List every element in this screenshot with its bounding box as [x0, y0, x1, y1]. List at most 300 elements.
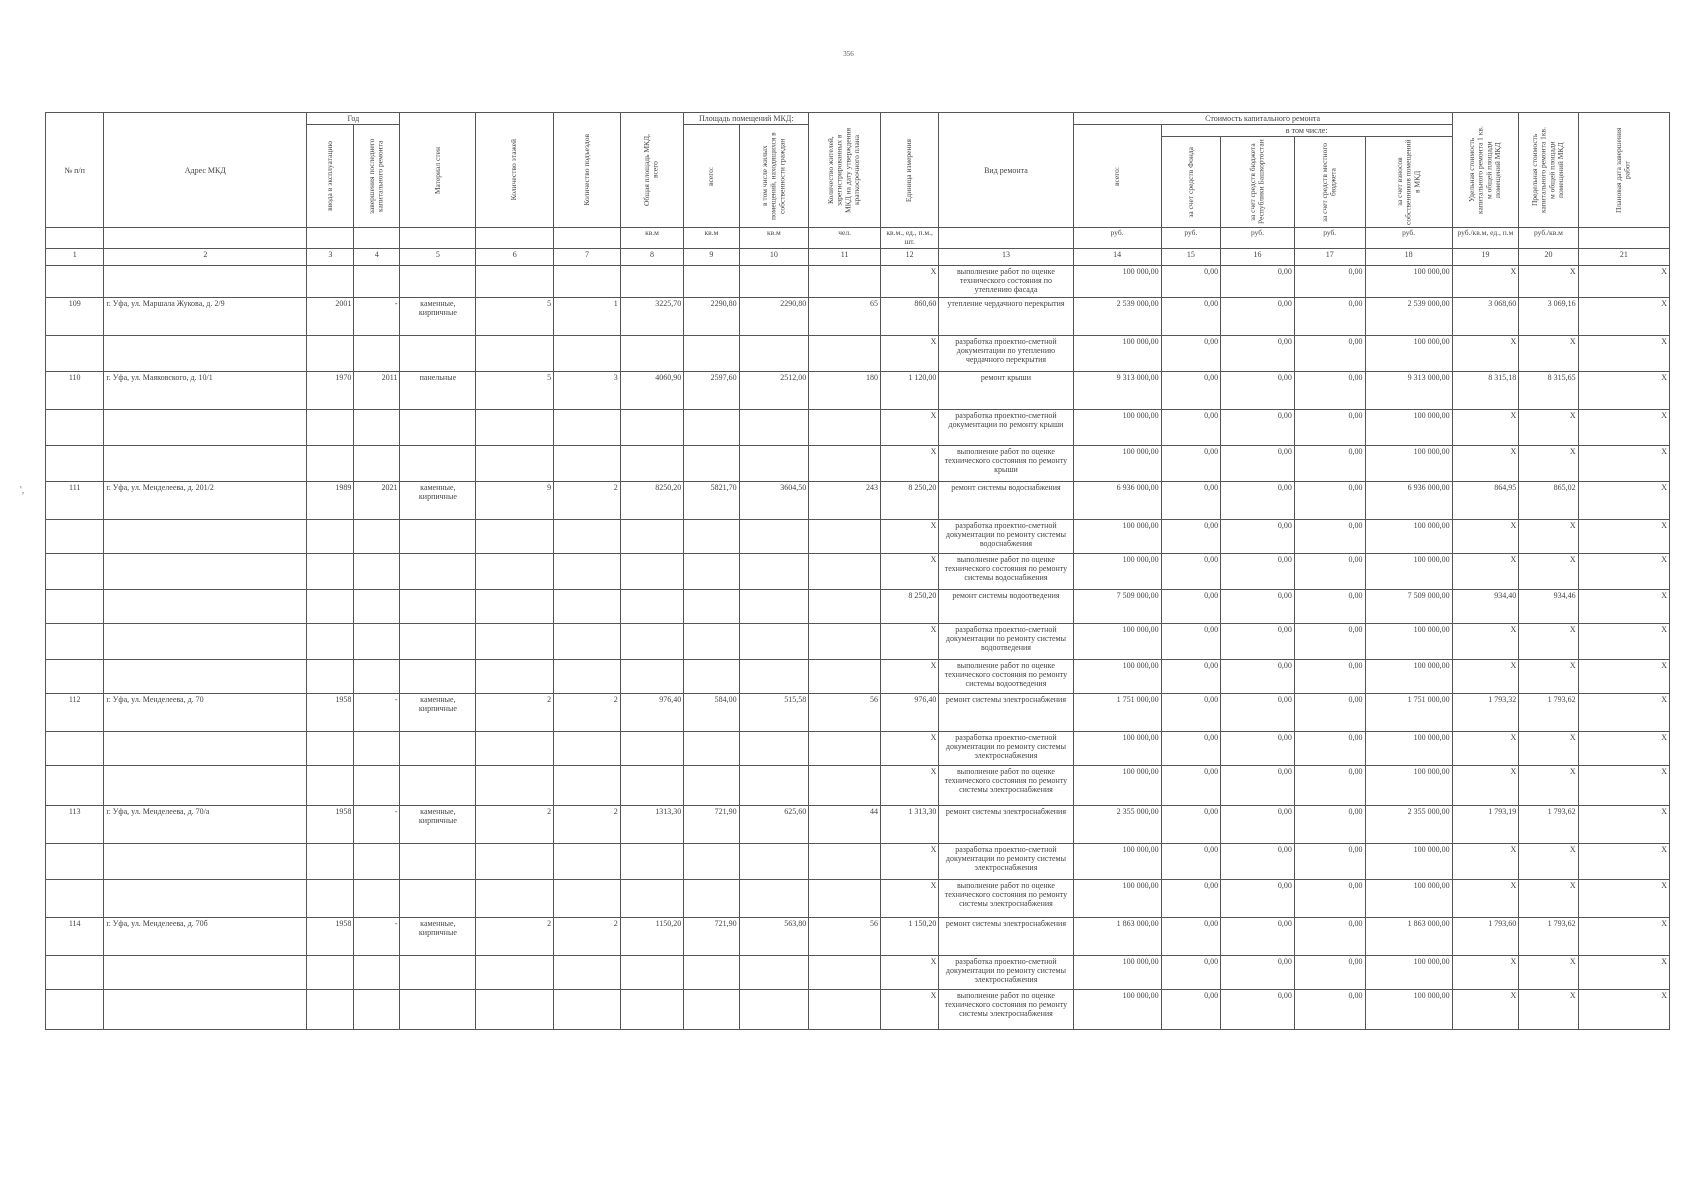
- cell-c21: X: [1578, 409, 1669, 445]
- header-year-group: Год: [307, 113, 400, 125]
- cell-work: разработка проектно-сметной документации по ремонту системы водоотведения: [939, 623, 1073, 659]
- cell-c14: 100 000,00: [1073, 989, 1161, 1029]
- cell-mat: каменные, кирпичные: [400, 917, 476, 955]
- cell-ta: [620, 335, 684, 371]
- cell-c15: 0,00: [1161, 445, 1220, 481]
- cell-unit: 1 120,00: [880, 371, 938, 409]
- cell-c20: X: [1519, 879, 1578, 917]
- header-cost-group: Стоимость капитального ремонта: [1073, 113, 1452, 125]
- cell-c16: 0,00: [1221, 623, 1295, 659]
- cell-pr: [739, 955, 809, 989]
- cell-addr: [104, 623, 307, 659]
- cell-pt: [684, 879, 739, 917]
- cell-c17: 0,00: [1294, 805, 1365, 843]
- cell-no: [46, 989, 104, 1029]
- cell-en: [554, 989, 621, 1029]
- column-number: 8: [620, 248, 684, 265]
- cell-addr: [104, 879, 307, 917]
- cell-c14: 100 000,00: [1073, 445, 1161, 481]
- cell-addr: [104, 589, 307, 623]
- cell-c20: 3 069,16: [1519, 297, 1578, 335]
- header-incl: в том числе:: [1161, 125, 1452, 137]
- cell-y2: [354, 843, 400, 879]
- cell-c14: 7 509 000,00: [1073, 589, 1161, 623]
- cell-c16: 0,00: [1221, 659, 1295, 693]
- cell-c17: 0,00: [1294, 955, 1365, 989]
- cell-mat: панельные: [400, 371, 476, 409]
- cell-y2: -: [354, 917, 400, 955]
- cell-res: [809, 265, 881, 297]
- cell-fl: [476, 623, 554, 659]
- cell-res: 180: [809, 371, 881, 409]
- cell-c17: 0,00: [1294, 843, 1365, 879]
- cell-no: 113: [46, 805, 104, 843]
- cell-work: ремонт системы водоотведения: [939, 589, 1073, 623]
- cell-ta: [620, 731, 684, 765]
- cell-c19: X: [1452, 879, 1519, 917]
- cell-c18: 100 000,00: [1365, 843, 1452, 879]
- cell-y1: [307, 445, 354, 481]
- table-row: [46, 519, 1670, 553]
- cell-addr: [104, 445, 307, 481]
- cell-ta: [620, 955, 684, 989]
- table-row: [46, 481, 1670, 519]
- cell-y2: [354, 553, 400, 589]
- cell-c21: X: [1578, 553, 1669, 589]
- cell-c14: 100 000,00: [1073, 843, 1161, 879]
- cell-no: [46, 879, 104, 917]
- unit-cell: руб.: [1294, 228, 1365, 248]
- table-row: [46, 371, 1670, 409]
- cell-c16: 0,00: [1221, 917, 1295, 955]
- column-number: 10: [739, 248, 809, 265]
- column-number: 4: [354, 248, 400, 265]
- cell-c18: 100 000,00: [1365, 989, 1452, 1029]
- cell-c21: X: [1578, 589, 1669, 623]
- cell-y1: 1958: [307, 917, 354, 955]
- cell-en: [554, 955, 621, 989]
- cell-c21: X: [1578, 879, 1669, 917]
- cell-addr: г. Уфа, ул. Менделеева, д. 70б: [104, 917, 307, 955]
- cell-work: выполнение работ по оценке технического состояния по ремонту системы водоснабжения: [939, 553, 1073, 589]
- cell-c20: X: [1519, 445, 1578, 481]
- cell-ta: [620, 989, 684, 1029]
- cell-c19: 1 793,60: [1452, 917, 1519, 955]
- cell-fl: 2: [476, 917, 554, 955]
- cell-c21: X: [1578, 519, 1669, 553]
- cell-no: 114: [46, 917, 104, 955]
- cell-c16: 0,00: [1221, 445, 1295, 481]
- cell-c19: 934,40: [1452, 589, 1519, 623]
- cell-res: [809, 445, 881, 481]
- cell-work: разработка проектно-сметной документации по ремонту системы электроснабжения: [939, 731, 1073, 765]
- cell-c21: X: [1578, 731, 1669, 765]
- cell-c14: 100 000,00: [1073, 955, 1161, 989]
- cell-res: [809, 589, 881, 623]
- header-cost-total: всего:: [1111, 166, 1121, 186]
- cell-y2: [354, 445, 400, 481]
- cell-mat: [400, 265, 476, 297]
- cell-c15: 0,00: [1161, 879, 1220, 917]
- cell-fl: [476, 731, 554, 765]
- cell-c14: 100 000,00: [1073, 659, 1161, 693]
- cell-y2: [354, 989, 400, 1029]
- table-row: [46, 843, 1670, 879]
- cell-addr: [104, 765, 307, 805]
- cell-addr: [104, 659, 307, 693]
- cell-pt: 2290,80: [684, 297, 739, 335]
- cell-pr: [739, 659, 809, 693]
- cell-no: 109: [46, 297, 104, 335]
- cell-y1: 1958: [307, 805, 354, 843]
- cell-c14: 100 000,00: [1073, 553, 1161, 589]
- cell-c20: X: [1519, 731, 1578, 765]
- cell-c20: X: [1519, 519, 1578, 553]
- cell-mat: [400, 445, 476, 481]
- cell-y1: [307, 955, 354, 989]
- cell-c20: 8 315,65: [1519, 371, 1578, 409]
- cell-no: [46, 731, 104, 765]
- cell-c15: 0,00: [1161, 371, 1220, 409]
- cell-pt: [684, 335, 739, 371]
- cell-pr: [739, 879, 809, 917]
- cell-c20: X: [1519, 989, 1578, 1029]
- cell-pr: [739, 989, 809, 1029]
- cell-c18: 1 751 000,00: [1365, 693, 1452, 731]
- cell-pt: [684, 265, 739, 297]
- cell-c19: X: [1452, 553, 1519, 589]
- cell-pt: 2597,60: [684, 371, 739, 409]
- cell-pr: 3604,50: [739, 481, 809, 519]
- cell-y1: [307, 879, 354, 917]
- header-floors: Количество этажей: [509, 139, 519, 201]
- cell-unit: X: [880, 519, 938, 553]
- cell-work: разработка проектно-сметной документации по утеплению чердачного перекрытия: [939, 335, 1073, 371]
- cell-ta: [620, 843, 684, 879]
- cell-unit: X: [880, 335, 938, 371]
- unit-cell: руб./кв.м: [1519, 228, 1578, 248]
- cell-y2: [354, 409, 400, 445]
- cell-unit: 1 150,20: [880, 917, 938, 955]
- cell-c19: X: [1452, 989, 1519, 1029]
- cell-ta: [620, 879, 684, 917]
- header-premises-group: Площадь помещений МКД:: [684, 113, 809, 125]
- cell-c21: X: [1578, 693, 1669, 731]
- cell-addr: [104, 989, 307, 1029]
- table-row: [46, 879, 1670, 917]
- cell-c17: 0,00: [1294, 371, 1365, 409]
- cell-c16: 0,00: [1221, 481, 1295, 519]
- cell-c17: 0,00: [1294, 519, 1365, 553]
- cell-res: 243: [809, 481, 881, 519]
- cell-res: [809, 989, 881, 1029]
- cell-c21: X: [1578, 989, 1669, 1029]
- cell-c21: X: [1578, 843, 1669, 879]
- cell-pt: [684, 955, 739, 989]
- cell-res: [809, 623, 881, 659]
- cell-y1: [307, 589, 354, 623]
- cell-mat: каменные, кирпичные: [400, 297, 476, 335]
- cell-c19: X: [1452, 409, 1519, 445]
- cell-pt: [684, 589, 739, 623]
- cell-work: ремонт системы электроснабжения: [939, 693, 1073, 731]
- cell-c19: X: [1452, 265, 1519, 297]
- cell-y2: [354, 731, 400, 765]
- cell-mat: [400, 589, 476, 623]
- cell-c21: X: [1578, 297, 1669, 335]
- cell-c18: 100 000,00: [1365, 409, 1452, 445]
- cell-c16: 0,00: [1221, 989, 1295, 1029]
- cell-pt: [684, 989, 739, 1029]
- cell-work: разработка проектно-сметной документации по ремонту системы электроснабжения: [939, 955, 1073, 989]
- cell-y2: [354, 955, 400, 989]
- cell-c20: X: [1519, 765, 1578, 805]
- cell-c17: 0,00: [1294, 553, 1365, 589]
- cell-res: [809, 553, 881, 589]
- cell-c17: 0,00: [1294, 659, 1365, 693]
- cell-c15: 0,00: [1161, 659, 1220, 693]
- cell-addr: [104, 843, 307, 879]
- column-numbers-row: [46, 248, 1670, 265]
- cell-c15: 0,00: [1161, 589, 1220, 623]
- cell-unit: X: [880, 955, 938, 989]
- cell-c18: 7 509 000,00: [1365, 589, 1452, 623]
- unit-cell: руб.: [1073, 228, 1161, 248]
- header-planned-date: Плановая дата завершения работ: [1614, 127, 1632, 213]
- cell-c16: 0,00: [1221, 265, 1295, 297]
- cell-pr: [739, 335, 809, 371]
- cell-c14: 100 000,00: [1073, 879, 1161, 917]
- cell-c17: 0,00: [1294, 765, 1365, 805]
- column-number: 14: [1073, 248, 1161, 265]
- table-row: [46, 297, 1670, 335]
- column-number: 12: [880, 248, 938, 265]
- column-number: 9: [684, 248, 739, 265]
- cell-c17: 0,00: [1294, 445, 1365, 481]
- cell-y1: 1989: [307, 481, 354, 519]
- cell-pr: [739, 553, 809, 589]
- cell-ta: 3225,70: [620, 297, 684, 335]
- cell-unit: 8 250,20: [880, 481, 938, 519]
- cell-pr: [739, 589, 809, 623]
- cell-c21: X: [1578, 917, 1669, 955]
- cell-mat: каменные, кирпичные: [400, 481, 476, 519]
- unit-cell: кв.м: [684, 228, 739, 248]
- cell-c21: X: [1578, 659, 1669, 693]
- unit-cell: руб./кв.м, ед., п.м: [1452, 228, 1519, 248]
- cell-en: 2: [554, 805, 621, 843]
- cell-mat: [400, 955, 476, 989]
- column-number: 15: [1161, 248, 1220, 265]
- cell-no: [46, 445, 104, 481]
- cell-c14: 9 313 000,00: [1073, 371, 1161, 409]
- cell-c21: X: [1578, 481, 1669, 519]
- cell-c14: 100 000,00: [1073, 765, 1161, 805]
- cell-work: ремонт крыши: [939, 371, 1073, 409]
- cell-no: [46, 955, 104, 989]
- cell-ta: [620, 765, 684, 805]
- cell-c21: X: [1578, 623, 1669, 659]
- cell-c15: 0,00: [1161, 805, 1220, 843]
- cell-c18: 100 000,00: [1365, 445, 1452, 481]
- cell-en: [554, 553, 621, 589]
- cell-c15: 0,00: [1161, 519, 1220, 553]
- table-row: [46, 445, 1670, 481]
- header-premises-total: всего:: [706, 166, 716, 186]
- cell-en: [554, 843, 621, 879]
- cell-y2: [354, 765, 400, 805]
- cell-c15: 0,00: [1161, 623, 1220, 659]
- cell-pt: [684, 445, 739, 481]
- cell-unit: X: [880, 553, 938, 589]
- cell-unit: X: [880, 623, 938, 659]
- cell-c17: 0,00: [1294, 879, 1365, 917]
- unit-cell: кв.м., ед., п.м., шт.: [880, 228, 938, 248]
- cell-c15: 0,00: [1161, 553, 1220, 589]
- cell-unit: X: [880, 265, 938, 297]
- cell-c18: 100 000,00: [1365, 335, 1452, 371]
- cell-y2: -: [354, 693, 400, 731]
- cell-c17: 0,00: [1294, 297, 1365, 335]
- cell-no: [46, 843, 104, 879]
- column-number: 17: [1294, 248, 1365, 265]
- cell-en: [554, 519, 621, 553]
- cell-y1: [307, 409, 354, 445]
- cell-y1: [307, 659, 354, 693]
- cell-c19: X: [1452, 335, 1519, 371]
- cell-pr: [739, 519, 809, 553]
- cell-c16: 0,00: [1221, 765, 1295, 805]
- cell-c19: X: [1452, 623, 1519, 659]
- cell-c18: 100 000,00: [1365, 955, 1452, 989]
- cell-en: 1: [554, 297, 621, 335]
- cell-c18: 100 000,00: [1365, 623, 1452, 659]
- column-number: 2: [104, 248, 307, 265]
- cell-c19: X: [1452, 955, 1519, 989]
- cell-en: [554, 589, 621, 623]
- cell-en: [554, 765, 621, 805]
- cell-y2: [354, 623, 400, 659]
- cell-ta: [620, 445, 684, 481]
- cell-c15: 0,00: [1161, 731, 1220, 765]
- cell-en: [554, 659, 621, 693]
- cell-en: 2: [554, 917, 621, 955]
- cell-en: [554, 623, 621, 659]
- cell-work: разработка проектно-сметной документации по ремонту системы электроснабжения: [939, 843, 1073, 879]
- cell-fl: [476, 955, 554, 989]
- cell-c18: 100 000,00: [1365, 659, 1452, 693]
- cell-pr: 515,58: [739, 693, 809, 731]
- header-address: Адрес МКД: [104, 113, 307, 228]
- column-number: 3: [307, 248, 354, 265]
- cell-no: [46, 623, 104, 659]
- header-no: № п/п: [46, 113, 104, 228]
- cell-pt: 5821,70: [684, 481, 739, 519]
- cell-y2: [354, 659, 400, 693]
- cell-work: утепление чердачного перекрытия: [939, 297, 1073, 335]
- cell-c19: 3 068,60: [1452, 297, 1519, 335]
- cell-y1: [307, 989, 354, 1029]
- cell-c15: 0,00: [1161, 335, 1220, 371]
- cell-ta: 1150,20: [620, 917, 684, 955]
- cell-c17: 0,00: [1294, 265, 1365, 297]
- table-row: [46, 335, 1670, 371]
- cell-unit: X: [880, 765, 938, 805]
- cell-ta: 976,40: [620, 693, 684, 731]
- cell-c18: 2 539 000,00: [1365, 297, 1452, 335]
- cell-res: 56: [809, 693, 881, 731]
- cell-ta: [620, 589, 684, 623]
- cell-c14: 100 000,00: [1073, 265, 1161, 297]
- cell-no: [46, 765, 104, 805]
- cell-c16: 0,00: [1221, 879, 1295, 917]
- cell-pt: [684, 659, 739, 693]
- cell-no: [46, 519, 104, 553]
- cell-fl: 5: [476, 371, 554, 409]
- cell-c14: 6 936 000,00: [1073, 481, 1161, 519]
- cell-c20: X: [1519, 409, 1578, 445]
- cell-pr: 2512,00: [739, 371, 809, 409]
- units-row: [46, 228, 1670, 248]
- cell-res: 56: [809, 917, 881, 955]
- cell-en: 3: [554, 371, 621, 409]
- cell-ta: [620, 409, 684, 445]
- cell-c14: 100 000,00: [1073, 409, 1161, 445]
- cell-mat: [400, 623, 476, 659]
- cell-c14: 1 863 000,00: [1073, 917, 1161, 955]
- page-number: 356: [843, 50, 854, 58]
- cell-c17: 0,00: [1294, 623, 1365, 659]
- cell-c16: 0,00: [1221, 955, 1295, 989]
- cell-c19: 864,95: [1452, 481, 1519, 519]
- cell-c15: 0,00: [1161, 765, 1220, 805]
- header-cost-municipal: за счет средств местного бюджета: [1320, 142, 1338, 222]
- cell-fl: [476, 335, 554, 371]
- cell-addr: [104, 731, 307, 765]
- cell-c19: X: [1452, 731, 1519, 765]
- unit-cell: кв.м: [739, 228, 809, 248]
- column-number: 19: [1452, 248, 1519, 265]
- cell-res: 65: [809, 297, 881, 335]
- table-row: [46, 409, 1670, 445]
- cell-pt: [684, 409, 739, 445]
- header-specific-cost: Удельная стоимость капитального ремонта 1 кв. м общей площади помещений МКД: [1467, 126, 1503, 215]
- cell-work: выполнение работ по оценке технического состояния по ремонту системы электроснабжения: [939, 765, 1073, 805]
- cell-no: [46, 335, 104, 371]
- cell-c19: X: [1452, 765, 1519, 805]
- cell-y2: [354, 879, 400, 917]
- cell-c15: 0,00: [1161, 481, 1220, 519]
- cell-c18: 100 000,00: [1365, 265, 1452, 297]
- cell-work: ремонт системы электроснабжения: [939, 805, 1073, 843]
- cell-unit: X: [880, 731, 938, 765]
- cell-addr: г. Уфа, ул. Маршала Жукова, д. 2/9: [104, 297, 307, 335]
- cell-pr: 2290,80: [739, 297, 809, 335]
- cell-c17: 0,00: [1294, 731, 1365, 765]
- cell-c14: 2 355 000,00: [1073, 805, 1161, 843]
- cell-res: [809, 519, 881, 553]
- cell-pt: [684, 843, 739, 879]
- table-row: [46, 553, 1670, 589]
- column-number: 16: [1221, 248, 1295, 265]
- cell-c15: 0,00: [1161, 955, 1220, 989]
- cell-y2: 2011: [354, 371, 400, 409]
- cell-ta: 4060,90: [620, 371, 684, 409]
- cell-res: [809, 335, 881, 371]
- header-year-last-repair: завершения последнего капитального ремонта: [367, 138, 385, 214]
- cell-mat: [400, 519, 476, 553]
- cell-ta: 1313,30: [620, 805, 684, 843]
